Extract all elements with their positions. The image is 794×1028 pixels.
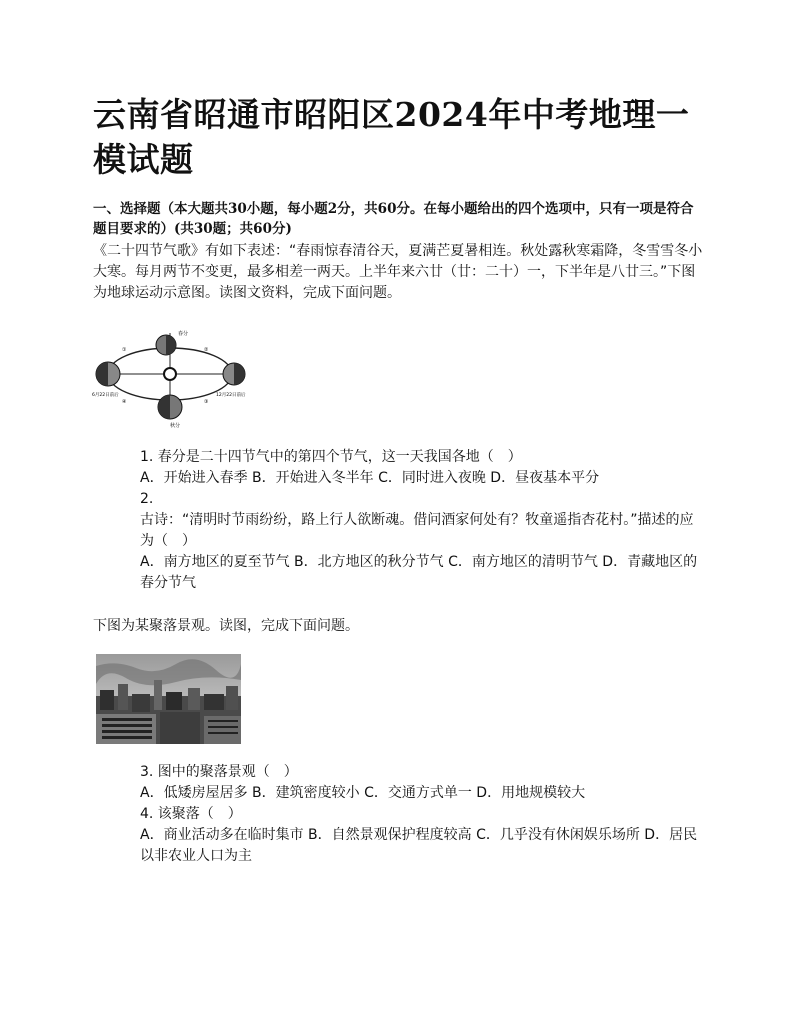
earth-orbit-diagram <box>92 327 247 437</box>
question-2 <box>140 489 705 594</box>
earth-bottom <box>158 395 182 419</box>
label-spring: 春分 <box>178 331 189 337</box>
label-3: ③ <box>204 399 209 405</box>
question-4-stem: 4. 该聚落（ ） <box>140 806 242 822</box>
settlement-intro: 下图为某聚落景观。读图，完成下面问题。 <box>93 618 359 634</box>
question-2-number: 2. <box>140 491 154 507</box>
earth-top <box>156 335 176 355</box>
label-2: ② <box>204 347 209 353</box>
question-1-stem: 1. 春分是二十四节气中的第四个节气，这一天我国各地（ ） <box>140 449 522 465</box>
label-autumn: 秋分 <box>170 423 181 429</box>
label-4: ④ <box>122 399 127 405</box>
question-2-options: A．南方地区的夏至节气 B．北方地区的秋分节气 C．南方地区的清明节气 D．青藏地区的春分节气 <box>140 554 698 591</box>
label-june: 6月22日前后 <box>92 393 119 398</box>
question-4 <box>140 804 705 867</box>
question-3-options: A．低矮房屋居多 B．建筑密度较小 C．交通方式单一 D．用地规模较大 <box>140 785 586 801</box>
question-4-options: A．商业活动多在临时集市 B．自然景观保护程度较高 C．几乎没有休闲娱乐场所 D．居民以非农业人口为主 <box>140 827 698 864</box>
earth-left <box>96 362 120 386</box>
earth-right <box>223 363 245 385</box>
question-1-options: A．开始进入春季 B．开始进入冬半年 C．同时进入夜晚 D．昼夜基本平分 <box>140 470 600 486</box>
question-3 <box>140 762 705 804</box>
question-2-stem: 古诗：“清明时节雨纷纷，路上行人欲断魂。借问酒家何处有？牧童遥指杏花村。”描述的应为（ ） <box>140 512 694 549</box>
label-december: 12月22日前后 <box>216 393 246 398</box>
settlement-photo <box>96 654 241 744</box>
label-1: ① <box>122 347 127 353</box>
question-3-stem: 3. 图中的聚落景观（ ） <box>140 764 298 780</box>
intro-paragraph: 《二十四节气歌》有如下表述：“春雨惊春清谷天，夏满芒夏暑相连。秋处露秋寒霜降，冬雪雪冬小大寒。每月两节不变更，最多相差一两天。上半年来六廿（廿：二十）一，下半年是八廿三。”下图为地球运动示意图。读图文资料，完成下面问题。 <box>93 243 703 301</box>
page-title: 云南省昭通市昭阳区2024年中考地理一模试题 <box>93 95 690 179</box>
question-1 <box>140 447 705 489</box>
section-heading: 一、选择题（本大题共30小题，每小题2分，共60分。在每小题给出的四个选项中，只有一项是符合题目要求的）(共30题；共60分) <box>93 201 694 237</box>
